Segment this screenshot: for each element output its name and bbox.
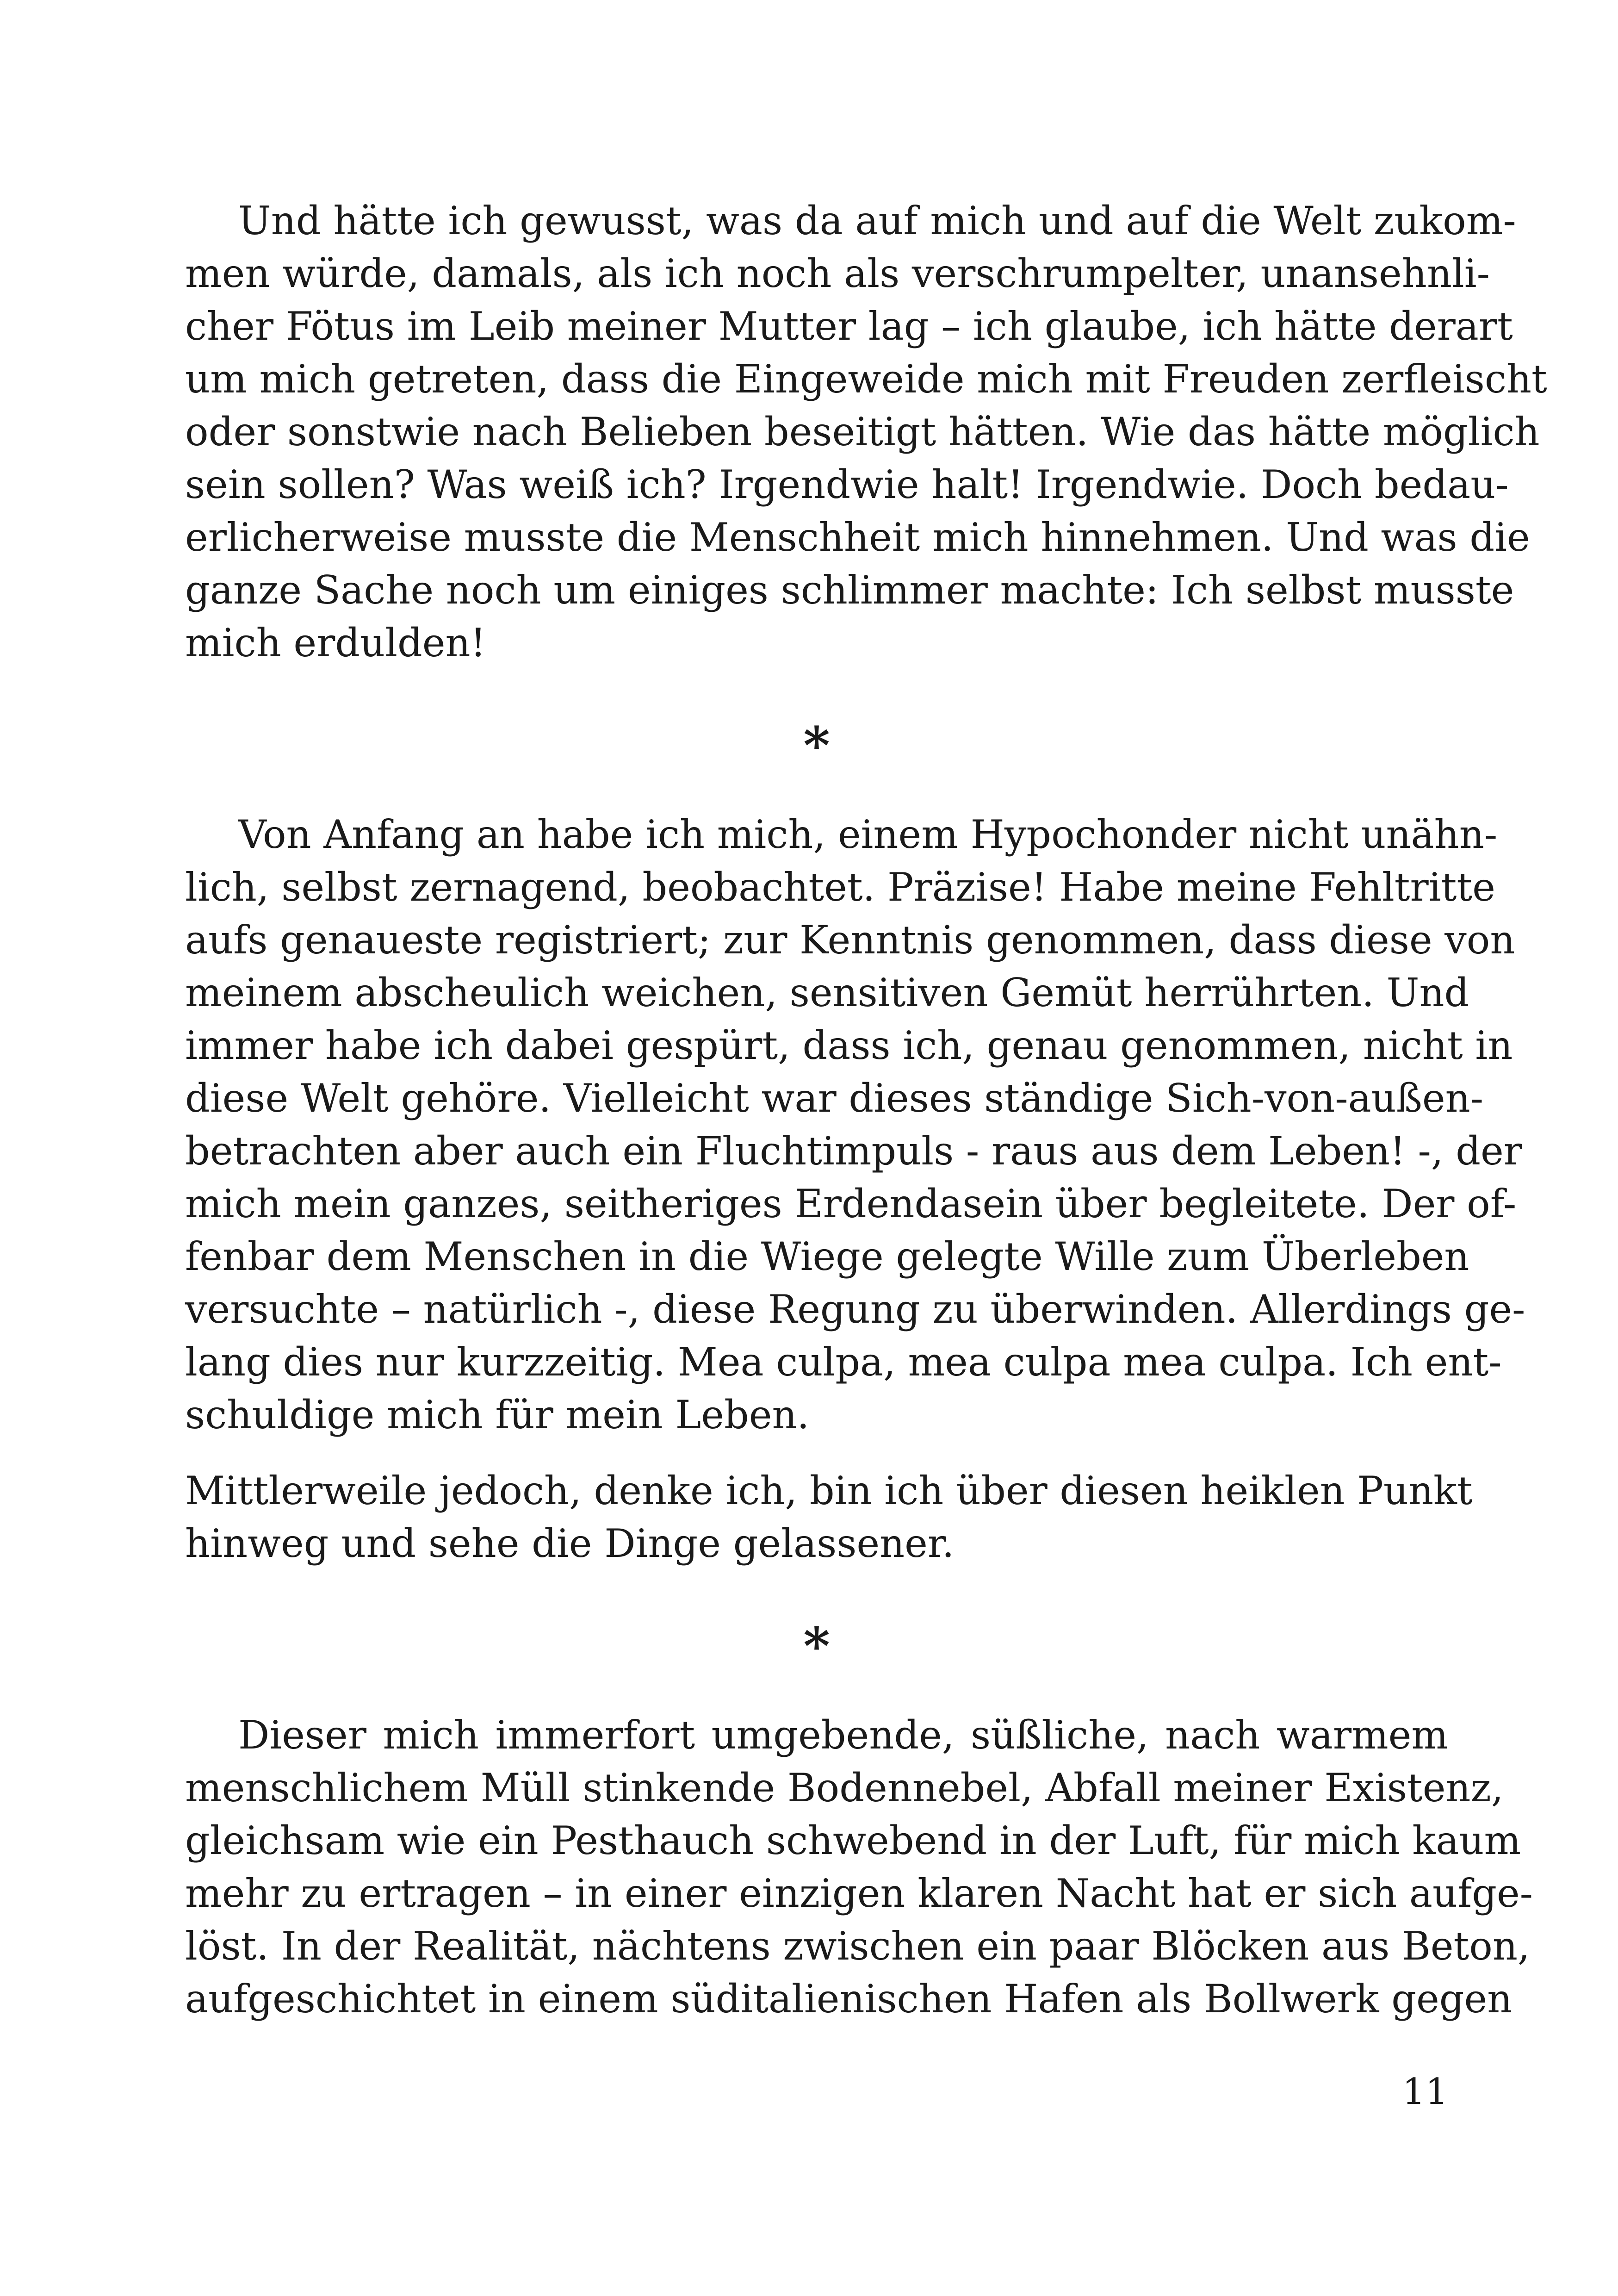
text-line: gleichsam wie ein Pesthauch schwebend in der Luft, für mich kaum bbox=[185, 1818, 1521, 1863]
text-line: men würde, damals, als ich noch als verschrumpelter, unansehnli- bbox=[185, 251, 1490, 296]
text-line: Mittlerweile jedoch, denke ich, bin ich über diesen heiklen Punkt bbox=[185, 1468, 1473, 1513]
text-line: betrachten aber auch ein Fluchtimpuls - raus aus dem Leben! -, der bbox=[185, 1128, 1522, 1174]
text-line: diese Welt gehöre. Vielleicht war dieses ständige Sich-von-außen- bbox=[185, 1076, 1484, 1121]
book-page bbox=[185, 194, 1547, 2025]
text-line: immer habe ich dabei gespürt, dass ich, genau genommen, nicht in bbox=[185, 1023, 1513, 1068]
text-line: mich mein ganzes, seitheriges Erdendasein über begleitete. Der of- bbox=[185, 1181, 1517, 1226]
text-line: mehr zu ertragen – in einer einzigen klaren Nacht hat er sich aufge- bbox=[185, 1871, 1533, 1916]
separator-asterisk: * bbox=[803, 716, 830, 775]
text-line: mich erdulden! bbox=[185, 620, 486, 666]
paragraph-3 bbox=[185, 1464, 1473, 1570]
text-line: versuchte – natürlich -, diese Regung zu überwinden. Allerdings ge- bbox=[185, 1287, 1525, 1332]
paragraph-1 bbox=[185, 194, 1547, 669]
text-line: schuldige mich für mein Leben. bbox=[185, 1392, 810, 1437]
text-line: cher Fötus im Leib meiner Mutter lag – ich glaube, ich hätte derart bbox=[185, 304, 1513, 349]
text-line: sein sollen? Was weiß ich? Irgendwie halt! Irgendwie. Doch bedau- bbox=[185, 462, 1509, 507]
text-line: fenbar dem Menschen in die Wiege gelegte Wille zum Überleben bbox=[185, 1234, 1469, 1279]
text-line: Von Anfang an habe ich mich, einem Hypochonder nicht unähn- bbox=[238, 812, 1498, 857]
page-number: 11 bbox=[1402, 2071, 1448, 2113]
text-line: aufs genaueste registriert; zur Kenntnis genommen, dass diese von bbox=[185, 917, 1515, 963]
text-line: Und hätte ich gewusst, was da auf mich und auf die Welt zukom- bbox=[238, 198, 1516, 243]
text-line: aufgeschichtet in einem süditalienischen Hafen als Bollwerk gegen bbox=[185, 1976, 1513, 2022]
text-line: oder sonstwie nach Belieben beseitigt hätten. Wie das hätte möglich bbox=[185, 409, 1540, 454]
paragraph-2 bbox=[185, 808, 1525, 1441]
text-line: Dieser mich immerfort umgebende, süßliche, nach warmem bbox=[238, 1712, 1448, 1758]
text-line: hinweg und sehe die Dinge gelassener. bbox=[185, 1521, 955, 1566]
text-line: erlicherweise musste die Menschheit mich hinnehmen. Und was die bbox=[185, 515, 1530, 560]
section-separator bbox=[185, 1570, 1448, 1709]
text-line: um mich getreten, dass die Eingeweide mich mit Freuden zerfleischt bbox=[185, 356, 1547, 402]
text-line: löst. In der Realität, nächtens zwischen ein paar Blöcken aus Beton, bbox=[185, 1923, 1530, 1969]
separator-asterisk: * bbox=[803, 1616, 830, 1676]
paragraph-4 bbox=[185, 1709, 1533, 2025]
text-line: lang dies nur kurzzeitig. Mea culpa, mea culpa mea culpa. Ich ent- bbox=[185, 1339, 1502, 1385]
text-line: ganze Sache noch um einiges schlimmer machte: Ich selbst musste bbox=[185, 567, 1514, 613]
text-line: menschlichem Müll stinkende Bodennebel, Abfall meiner Existenz, bbox=[185, 1765, 1504, 1811]
text-line: lich, selbst zernagend, beobachtet. Präzise! Habe meine Fehltritte bbox=[185, 865, 1495, 910]
text-line: meinem abscheulich weichen, sensitiven Gemüt herrührten. Und bbox=[185, 970, 1469, 1015]
section-separator bbox=[185, 669, 1448, 808]
